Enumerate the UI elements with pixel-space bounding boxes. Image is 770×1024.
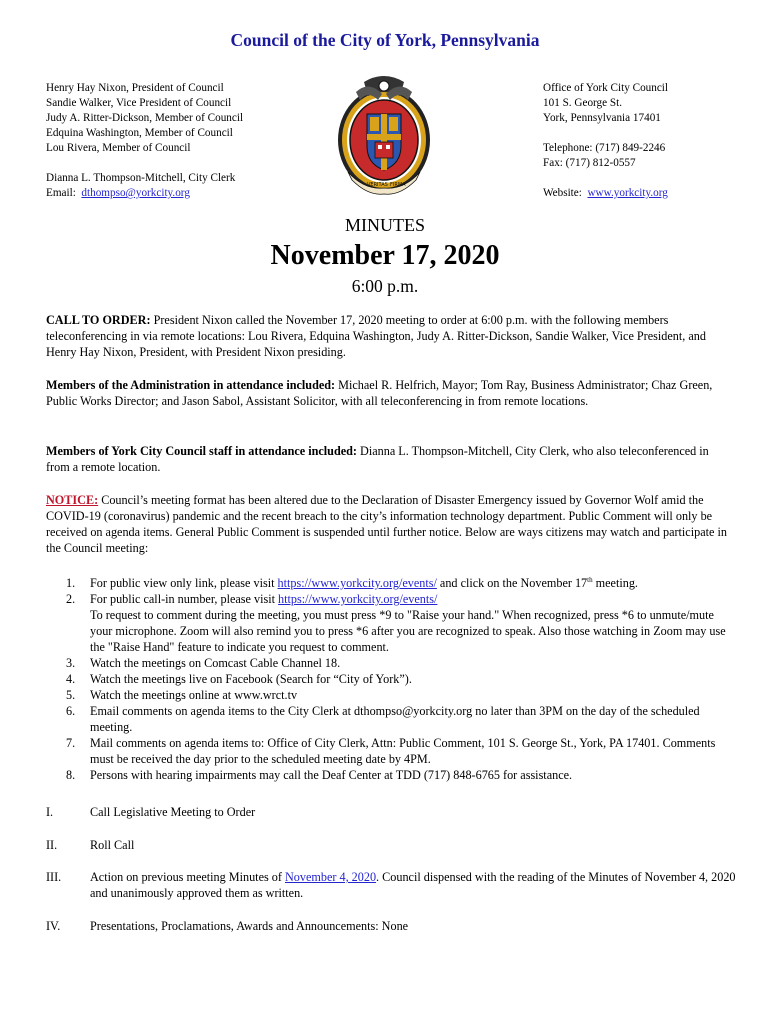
- seal-ribbon-right: FIRMA: [390, 182, 406, 188]
- member-rivera: Lou Rivera, Member of Council: [46, 142, 191, 154]
- administration-text: Michael R. Helfrich, Mayor; Tom Ray, Business Administrator; Chaz Green, Public Works Director; and Jason Sabol, Assistant Solicitor, with all teleconferencing in from remote locations.: [46, 378, 713, 408]
- email-label: Email:: [46, 187, 76, 199]
- website-link[interactable]: www.yorkcity.org: [587, 187, 668, 199]
- office-name: Office of York City Council: [543, 82, 669, 94]
- previous-minutes-link[interactable]: November 4, 2020: [284, 870, 377, 884]
- notice-label: NOTICE:: [46, 493, 99, 507]
- council-members-block: [46, 81, 306, 201]
- agenda-item: II. Roll Call: [46, 838, 135, 852]
- staff-label: Members of York City Council staff in attendance included:: [46, 444, 357, 458]
- meeting-time: 6:00 p.m.: [351, 276, 419, 296]
- list-item: 4. Watch the meetings live on Facebook (Search for “City of York”).: [66, 672, 412, 686]
- website-label: Website:: [543, 187, 582, 199]
- call-to-order-text: President Nixon called the November 17, 2020 meeting to order at 6:00 p.m. with the following members teleconferencing in via remote locations: Lou Rivera, Edquina Washington, Judy A. Ritter-Dickson, Sandie Walker, Vice President, and Henry Hay Nixon, President, with President Nixon presiding.: [46, 313, 706, 359]
- council-title: Council of the City of York, Pennsylvania: [230, 30, 540, 50]
- office-contact-block: [543, 81, 743, 201]
- call-in-link[interactable]: https://www.yorkcity.org/events/: [278, 592, 438, 606]
- clerk-email-line: [46, 186, 306, 201]
- list-item: 2. For public call-in number, please visit https://www.yorkcity.org/events/ To request to comment during the meeting, you must press *9 to "Raise your hand." When recognized, press *6 to unmute/mute your microphone. Zoom will also remind you to press *6 after you are recognized to speak. Also those watching in Zoom may use the "Raise Hand" feature to indicate you request to comment.: [46, 591, 736, 655]
- list-item: 1. For public view only link, please visit https://www.yorkcity.org/events/ and click on the November 17th meeting.: [66, 575, 638, 590]
- office-street: 101 S. George St.: [543, 97, 623, 109]
- notice-text: Council’s meeting format has been altered due to the Declaration of Disaster Emergency issued by Governor Wolf amid the COVID-19 (coronavirus) pandemic and the recent breach to the city’s information technology department. Public Comment will only be received on agenda items. General Public Comment is suspended until further notice. Below are ways citizens may watch and participate in the Council meeting:: [46, 493, 727, 555]
- member-ritter-dickson: Judy A. Ritter-Dickson, Member of Council: [46, 112, 244, 124]
- call-in-instructions: To request to comment during the meeting, you must press *9 to "Raise your hand." When recognized, press *6 to unmute/mute your microphone. Zoom will also remind you to press *6 after you are recognized to speak. Also those watching in Zoom may use the "Raise Hand" feature to indicate you request to comment.: [90, 608, 726, 654]
- call-to-order-label: CALL TO ORDER:: [46, 313, 151, 327]
- administration-paragraph: [46, 377, 730, 409]
- city-seal-logo: [334, 68, 434, 198]
- seal-ribbon-left: VERITAS: [367, 182, 388, 188]
- city-clerk: Dianna L. Thompson-Mitchell, City Clerk: [46, 172, 236, 184]
- office-fax: Fax: (717) 812-0557: [543, 157, 636, 169]
- staff-paragraph: [46, 443, 730, 475]
- list-item: 6. Email comments on agenda items to the City Clerk at dthompso@yorkcity.org no later than 3PM on the day of the scheduled meeting.: [66, 704, 700, 734]
- agenda-item: IV. Presentations, Proclamations, Awards and Announcements: None: [46, 919, 409, 933]
- list-item: 7. Mail comments on agenda items to: Office of City Clerk, Attn: Public Comment, 101 S. George St., York, PA 17401. Comments must be received the day prior to the scheduled meeting date by 4PM.: [66, 736, 716, 766]
- participation-list: [46, 575, 736, 783]
- office-city: York, Pennsylvania 17401: [543, 112, 661, 124]
- list-item: 5. Watch the meetings online at www.wrct.tv: [66, 688, 298, 702]
- events-link[interactable]: https://www.yorkcity.org/events/: [277, 576, 437, 590]
- list-item: 8. Persons with hearing impairments may call the Deaf Center at TDD (717) 848-6765 for assistance.: [66, 768, 573, 782]
- list-item: 3. Watch the meetings on Comcast Cable Channel 18.: [66, 656, 341, 670]
- office-telephone: Telephone: (717) 849-2246: [543, 142, 666, 154]
- member-washington: Edquina Washington, Member of Council: [46, 127, 233, 139]
- notice-paragraph: [46, 492, 730, 556]
- administration-label: Members of the Administration in attendance included:: [46, 378, 336, 392]
- agenda-item: III. Action on previous meeting Minutes of November 4, 2020. Council dispensed with the reading of the Minutes of November 4, 2020 and unanimously approved them as written.: [46, 870, 736, 900]
- clerk-email-link[interactable]: dthompso@yorkcity.org: [81, 187, 190, 199]
- meeting-date: November 17, 2020: [270, 240, 500, 271]
- member-president: Henry Hay Nixon, President of Council: [46, 82, 224, 94]
- website-line: [543, 186, 743, 201]
- agenda-item: I. Call Legislative Meeting to Order: [46, 805, 256, 819]
- call-to-order-paragraph: [46, 312, 730, 360]
- minutes-label: MINUTES: [345, 215, 425, 235]
- member-vice-president: Sandie Walker, Vice President of Council: [46, 97, 232, 109]
- staff-text: Dianna L. Thompson-Mitchell, City Clerk, who also teleconferenced in from a remote location.: [46, 444, 709, 474]
